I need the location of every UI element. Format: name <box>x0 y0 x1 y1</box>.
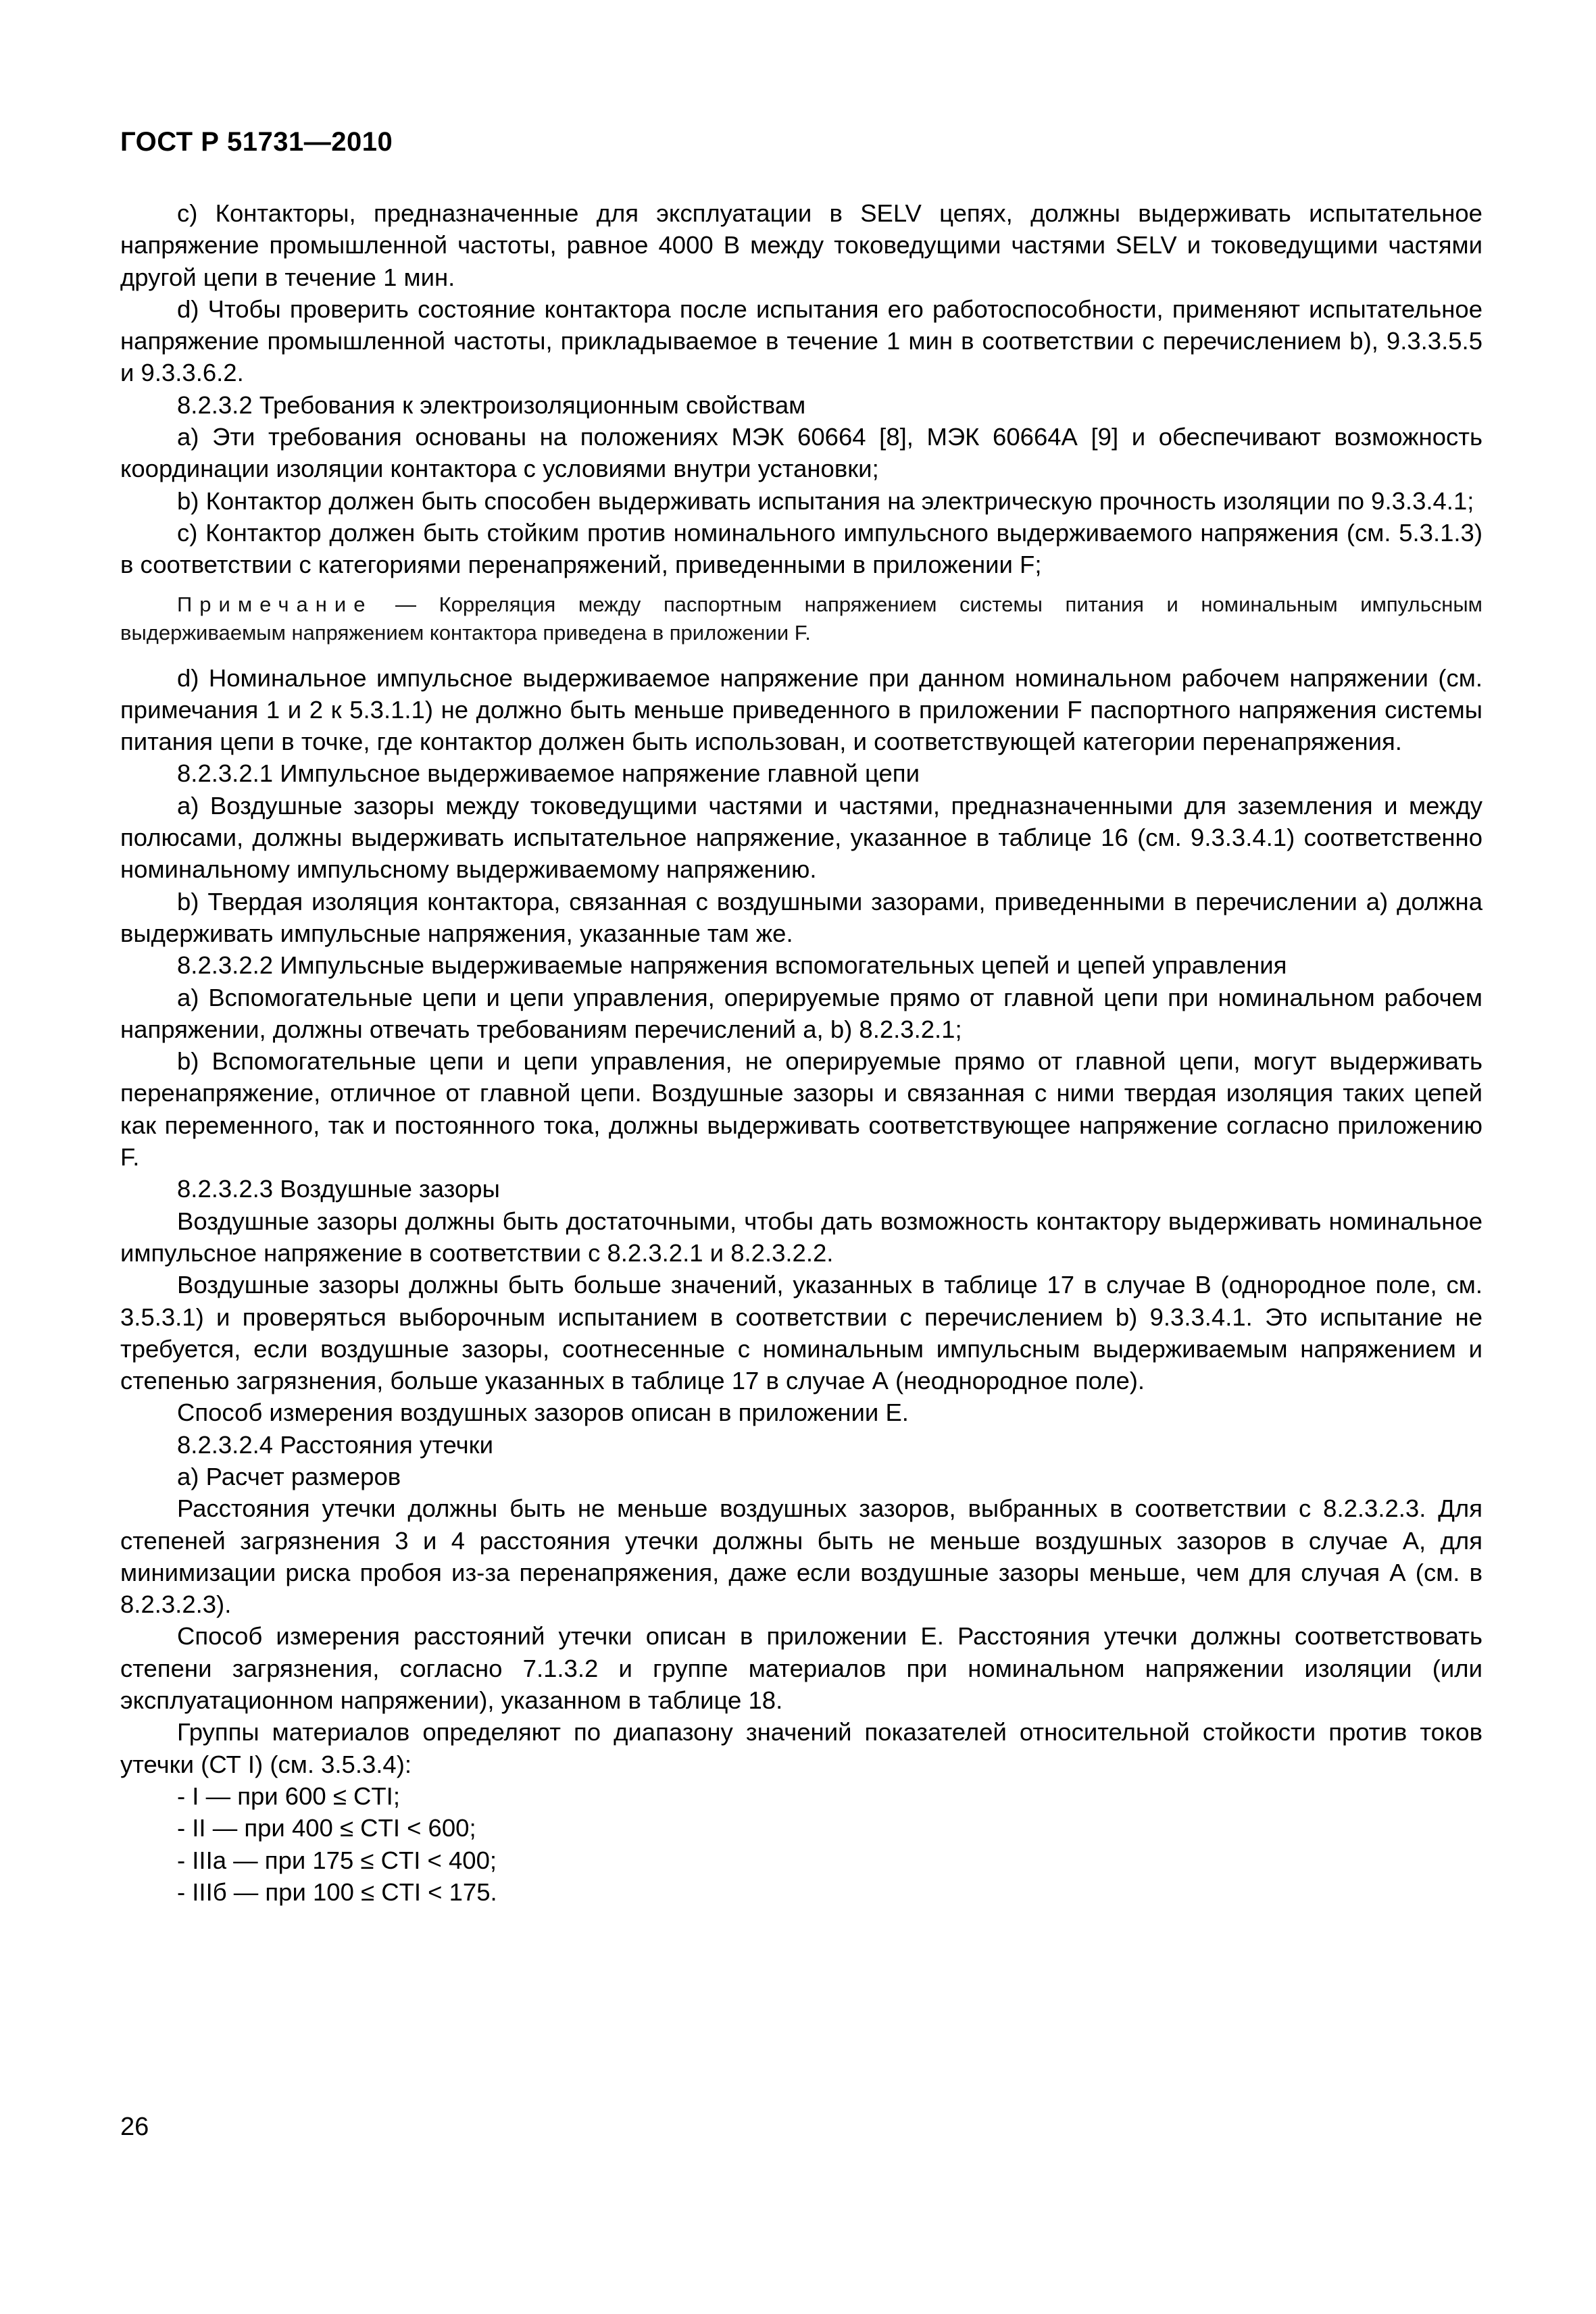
paragraph: а) Эти требования основаны на положениях МЭК 60664 [8], МЭК 60664А [9] и обеспечивают возможность координации изоляции контактора с условиями внутри установки; <box>120 423 1482 483</box>
paragraph: с) Контактор должен быть стойким против номинального импульсного выдерживаемого напряжения (см. 5.3.1.3) в соответствии с категориями перенапряжений, приведенными в приложении F; <box>120 518 1482 579</box>
note-text: — Корреляция между паспортным напряжением системы питания и номинальным импульсным выдерживаемым напряжением контактора приведена в приложении F. <box>120 592 1482 645</box>
page-number: 26 <box>120 2113 149 2141</box>
document-body <box>120 197 1482 1908</box>
document-header: ГОСТ Р 51731—2010 <box>120 127 393 157</box>
paragraph: d) Чтобы проверить состояние контактора после испытания его работоспособности, применяют испытательное напряжение промышленной частоты, прикладываемое в течение 1 мин в соответствии с перечислением b), 9.3.3.5.5 и 9.3.3.6.2. <box>120 295 1482 387</box>
paragraph: b) Твердая изоляция контактора, связанная с воздушными зазорами, приведенными в перечислении а) должна выдерживать импульсные напряжения, указанные там же. <box>120 887 1482 947</box>
section-heading: 8.2.3.2.2 Импульсные выдерживаемые напряжения вспомогательных цепей и цепей управления <box>177 951 1287 980</box>
note-label: Примечание <box>177 592 373 616</box>
paragraph: а) Вспомогательные цепи и цепи управления, оперируемые прямо от главной цепи при номинальном рабочем напряжении, должны отвечать требованиям перечислений а, b) 8.2.3.2.1; <box>120 983 1482 1043</box>
paragraph: а) Расчет размеров <box>177 1462 401 1490</box>
paragraph: а) Воздушные зазоры между токоведущими частями и частями, предназначенными для заземления и между полюсами, должны выдерживать испытательное напряжение, указанное в таблице 16 (см. 9.3.3.4.1) соответственно номинальному импульсному выдерживаемому напряжению. <box>120 791 1482 884</box>
paragraph: Способ измерения воздушных зазоров описан в приложении Е. <box>177 1399 909 1427</box>
paragraph: b) Контактор должен быть способен выдерживать испытания на электрическую прочность изоляции по 9.3.3.4.1; <box>177 486 1474 515</box>
paragraph: b) Вспомогательные цепи и цепи управления, не оперируемые прямо от главной цепи, могут выдерживать перенапряжение, отличное от главной цепи. Воздушные зазоры и связанная с ними твердая изоляция таких цепей как переменного, так и постоянного тока, должны выдерживать соответствующее напряжение согласно приложению F. <box>120 1047 1482 1172</box>
paragraph: Расстояния утечки должны быть не меньше воздушных зазоров, выбранных в соответствии с 8.2.3.2.3. Для степеней загрязнения 3 и 4 расстояния утечки должны быть не меньше воздушных зазоров в случае А, для минимизации риска пробоя из-за перенапряжения, даже если воздушные зазоры меньше, чем для случая А (см. в 8.2.3.2.3). <box>120 1494 1482 1619</box>
list-item: - IIIб — при 100 ≤ CTI < 175. <box>177 1878 497 1906</box>
list-item: - II — при 400 ≤ CTI < 600; <box>177 1814 476 1842</box>
paragraph: с) Контакторы, предназначенные для эксплуатации в SELV цепях, должны выдерживать испытательное напряжение промышленной частоты, равное 4000 В между токоведущими частями SELV и токоведущими частями другой цепи в течение 1 мин. <box>120 199 1482 291</box>
section-heading: 8.2.3.2.3 Воздушные зазоры <box>177 1175 500 1203</box>
paragraph: Способ измерения расстояний утечки описан в приложении Е. Расстояния утечки должны соответствовать степени загрязнения, согласно 7.1.3.2 и группе материалов при номинальном напряжении изоляции (или эксплуатационном напряжении), указанном в таблице 18. <box>120 1622 1482 1715</box>
paragraph: Воздушные зазоры должны быть больше значений, указанных в таблице 17 в случае В (однородное поле, см. 3.5.3.1) и проверяться выборочным испытанием в соответствии с перечислением b) 9.3.3.4.1. Это испытание не требуется, если воздушные зазоры, соотнесенные с номинальным импульсным выдерживаемым напряжением и степенью загрязнения, больше указанных в таблице 17 в случае А (неоднородное поле). <box>120 1271 1482 1395</box>
list-item: - IIIа — при 175 ≤ CTI < 400; <box>177 1846 497 1874</box>
paragraph: d) Номинальное импульсное выдерживаемое напряжение при данном номинальном рабочем напряжении (см. примечания 1 и 2 к 5.3.1.1) не должно быть меньше приведенного в приложении F паспортного напряжения системы питания цепи в точке, где контактор должен быть использован, и соответствующей категории перенапряжения. <box>120 663 1482 756</box>
section-heading: 8.2.3.2.4 Расстояния утечки <box>177 1430 493 1459</box>
paragraph: Воздушные зазоры должны быть достаточными, чтобы дать возможность контактору выдерживать номинальное импульсное напряжение в соответствии с 8.2.3.2.1 и 8.2.3.2.2. <box>120 1207 1482 1267</box>
section-heading: 8.2.3.2 Требования к электроизоляционным свойствам <box>177 391 806 419</box>
paragraph: Группы материалов определяют по диапазону значений показателей относительной стойкости против токов утечки (СТ I) (см. 3.5.3.4): <box>120 1718 1482 1778</box>
note <box>120 590 1482 647</box>
section-heading: 8.2.3.2.1 Импульсное выдерживаемое напряжение главной цепи <box>177 759 920 788</box>
list-item: - I — при 600 ≤ CTI; <box>177 1782 400 1810</box>
